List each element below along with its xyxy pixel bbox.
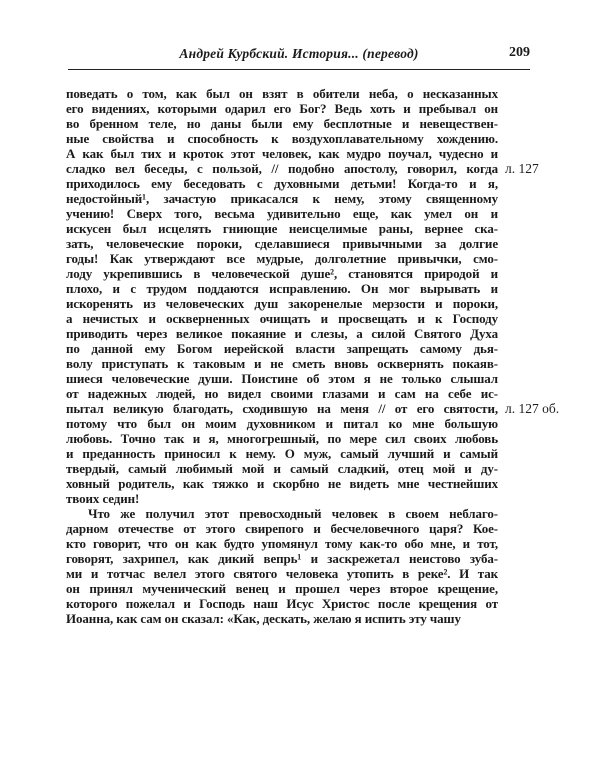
text-line: во бренном теле, но даны были ему бесплотные и невеществен-: [66, 116, 498, 131]
running-title: Андрей Курбский. История... (перевод): [179, 46, 419, 61]
text-line: любовь. Точно так и я, многогрешный, по мере сил своих любовь: [66, 431, 498, 446]
text-line: он принял мученический венец и прошел через второе крещение,: [66, 581, 498, 596]
text-line: А как был тих и кроток этот человек, как мудро поучал, чудесно и: [66, 146, 498, 161]
text-line: ные свойства и способность к воздухоплавательному хождению.: [66, 131, 498, 146]
text-line: искусен был исцелять гниющие неисцелимые раны, вернее ска-: [66, 221, 498, 236]
text-line: потому что был он моим духовником и питал ко мне большую: [66, 416, 498, 431]
text-line: ховный родитель, как тяжко и скорбно не видеть мне честнейших: [66, 476, 498, 491]
text-line: твоих седин!: [66, 491, 140, 506]
text-line: приводить через великое покаяние и слезы, а силой Святого Духа: [66, 326, 498, 341]
text-line: волу приступать к таковым и не сметь вновь осквернять покаяв-: [66, 356, 498, 371]
text-line: пытал великую благодать, сходившую на меня // от его святости,: [66, 401, 498, 416]
text-line: приходилось ему беседовать с духовными детьми! Когда-то и я,: [66, 176, 498, 191]
text-line: твердый, самый любимый мой и самый сладкий, отец мой и ду-: [66, 461, 498, 476]
folio-note: л. 127: [505, 161, 539, 176]
text-line: от надежных людей, но видел своими глазами и сам на себе ис-: [66, 386, 498, 401]
text-line: шиеся человеческие души. Поистине об этом я не только слышал: [66, 371, 498, 386]
text-line: говорят, захрипел, как дикий вепрь¹ и заскрежетал неистово зуба-: [66, 551, 498, 566]
text-line: кто говорит, что он как будто упомянул тому как-то обо мне, и тот,: [66, 536, 498, 551]
body-text: [66, 86, 498, 626]
text-line: лоду укрепившись в человеческой душе², становятся природой и: [66, 266, 498, 281]
text-line: плохо, и с трудом поддаются исправлению. Он мог вырывать и: [66, 281, 498, 296]
text-line: ми и тотчас велел этого святого человека утопить в реке². И так: [66, 566, 498, 581]
text-line: искоренять из человеческих душ закоренелые мерзости и пороки,: [66, 296, 498, 311]
folio-note: л. 127 об.: [505, 401, 560, 416]
text-line: годы! Как утверждают все мудрые, долголетние привычки, смо-: [66, 251, 498, 266]
text-line: учению! Сверх того, весьма удивительно еще, как умел он и: [66, 206, 498, 221]
text-line: сладко вел беседы, с пользой, // подобно апостолу, говорил, когда: [66, 161, 498, 176]
text-line: Иоанна, как сам он сказал: «Как, дескать, желаю я испить эту чашу: [66, 611, 461, 626]
page-number: 209: [509, 45, 530, 60]
text-line: по данной ему Богом иерейской власти запрещать самому дья-: [66, 341, 498, 356]
text-line: его видениях, которыми одарил его Бог? Ведь хоть и пребывал он: [66, 101, 498, 116]
text-line: поведать о том, как был он взят в обители неба, о несказанных: [66, 86, 498, 101]
text-line: и преданность приносил к нему. О муж, самый лучший и самый: [66, 446, 498, 461]
text-line: которого пожелал и Господь наш Исус Христос после крещения от: [66, 596, 498, 611]
text-line: дарном отечестве от этого свирепого и бесчеловечного царя? Кое-: [66, 521, 498, 536]
text-line: зать, человеческие пороки, сделавшиеся привычными за долгие: [66, 236, 498, 251]
text-line: Что же получил этот превосходный человек в своем неблаго-: [88, 506, 498, 521]
text-line: а нечистых и оскверненных очищать и просвещать и к Господу: [66, 311, 498, 326]
text-line: недостойный¹, зачастую прикасался к нему, этому священному: [66, 191, 498, 206]
header-rule: [68, 69, 530, 70]
